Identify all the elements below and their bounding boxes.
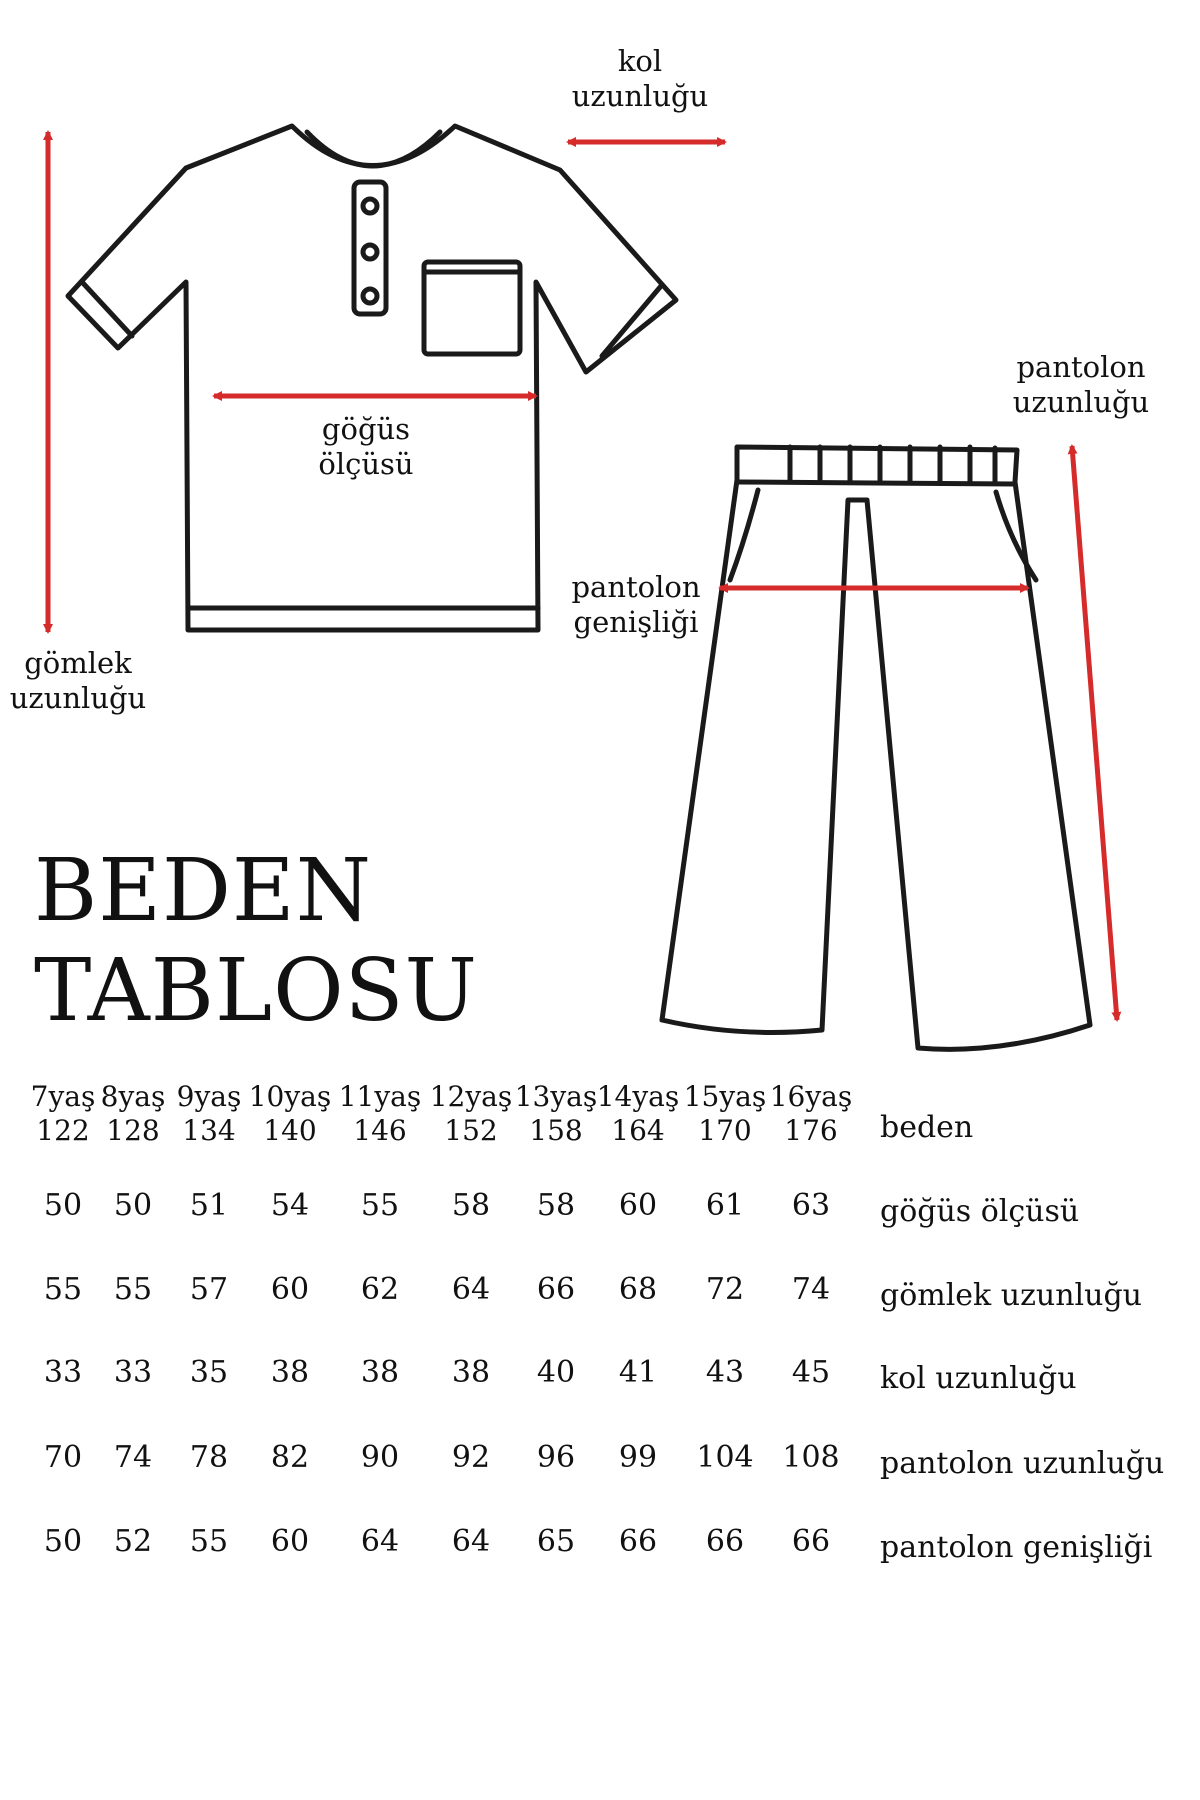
table-cell: 66 [536, 1272, 576, 1307]
table-cell: 64 [451, 1524, 491, 1559]
shirt-button [363, 289, 377, 303]
size-age: 8yaş [100, 1080, 166, 1113]
size-height: 158 [529, 1113, 583, 1147]
size-height: 128 [106, 1113, 160, 1147]
size-age: 16yaş [769, 1080, 853, 1113]
table-cell: 96 [536, 1440, 576, 1475]
table-cell: 45 [791, 1355, 831, 1390]
pants-waistband-bottom [737, 482, 1015, 484]
table-cell: 54 [270, 1188, 310, 1223]
size-column-header [680, 1080, 770, 1147]
size-height: 152 [444, 1113, 498, 1147]
size-column-header [766, 1080, 856, 1147]
size-age: 15yaş [683, 1080, 767, 1113]
table-cell: 38 [270, 1355, 310, 1390]
size-height: 134 [182, 1113, 236, 1147]
table-cell: 57 [189, 1272, 229, 1307]
table-cell: 72 [705, 1272, 745, 1307]
table-cell: 104 [696, 1440, 754, 1475]
size-age: 9yaş [176, 1080, 242, 1113]
row-label: göğüs ölçüsü [880, 1194, 1080, 1229]
table-cell: 52 [113, 1524, 153, 1559]
shirt-length-label: gömlek uzunluğu [9, 646, 147, 715]
size-height: 146 [353, 1113, 407, 1147]
table-cell: 38 [451, 1355, 491, 1390]
size-age: 7yaş [30, 1080, 96, 1113]
size-age: 12yaş [429, 1080, 513, 1113]
table-cell: 55 [189, 1524, 229, 1559]
size-column-header [335, 1080, 425, 1147]
table-cell: 33 [113, 1355, 153, 1390]
row-label: pantolon genişliği [880, 1530, 1153, 1565]
shirt-button [363, 245, 377, 259]
size-height: 164 [611, 1113, 665, 1147]
shirt-collar-inner [307, 132, 440, 166]
table-cell: 58 [536, 1188, 576, 1223]
table-cell: 35 [189, 1355, 229, 1390]
shirt-pocket [424, 262, 520, 354]
table-cell: 50 [43, 1524, 83, 1559]
table-cell: 38 [360, 1355, 400, 1390]
shirt-illustration [68, 126, 676, 630]
table-cell: 74 [791, 1272, 831, 1307]
table-cell: 82 [270, 1440, 310, 1475]
size-column-header [245, 1080, 335, 1147]
table-cell: 78 [189, 1440, 229, 1475]
table-cell: 55 [113, 1272, 153, 1307]
size-column-header [164, 1080, 254, 1147]
table-cell: 66 [705, 1524, 745, 1559]
table-cell: 90 [360, 1440, 400, 1475]
size-age: 14yaş [596, 1080, 680, 1113]
title-line-1: BEDEN [34, 841, 372, 941]
row-label: gömlek uzunluğu [880, 1278, 1142, 1313]
pants-width-label: pantolon genişliği [571, 570, 701, 639]
title-line-2: TABLOSU [34, 940, 478, 1041]
size-height: 122 [36, 1113, 90, 1147]
table-cell: 92 [451, 1440, 491, 1475]
table-cell: 58 [451, 1188, 491, 1223]
size-column-header [426, 1080, 516, 1147]
size-age: 13yaş [514, 1080, 598, 1113]
size-height: 170 [698, 1113, 752, 1147]
table-cell: 63 [791, 1188, 831, 1223]
table-cell: 68 [618, 1272, 658, 1307]
table-cell: 50 [43, 1188, 83, 1223]
table-cell: 43 [705, 1355, 745, 1390]
table-cell: 62 [360, 1272, 400, 1307]
table-cell: 74 [113, 1440, 153, 1475]
sleeve-length-label: kol uzunluğu [571, 44, 709, 113]
table-cell: 66 [791, 1524, 831, 1559]
table-cell: 55 [43, 1272, 83, 1307]
size-age: 10yaş [248, 1080, 332, 1113]
table-cell: 60 [270, 1524, 310, 1559]
pants-illustration [662, 447, 1090, 1049]
pants-length-label: pantolon uzunluğu [1012, 350, 1150, 419]
pants-drawstring [790, 447, 995, 483]
row-label: kol uzunluğu [880, 1361, 1077, 1396]
table-cell: 70 [43, 1440, 83, 1475]
size-height: 140 [263, 1113, 317, 1147]
table-cell: 66 [618, 1524, 658, 1559]
table-cell: 60 [270, 1272, 310, 1307]
size-column-header [593, 1080, 683, 1147]
table-cell: 99 [618, 1440, 658, 1475]
table-cell: 64 [451, 1272, 491, 1307]
size-height: 176 [784, 1113, 838, 1147]
table-cell: 51 [189, 1188, 229, 1223]
size-chart-title [34, 842, 478, 1042]
pants-outline [662, 447, 1090, 1049]
shirt-sleeve-band-left [82, 282, 132, 336]
table-cell: 41 [618, 1355, 658, 1390]
table-cell: 64 [360, 1524, 400, 1559]
table-cell: 50 [113, 1188, 153, 1223]
table-cell: 33 [43, 1355, 83, 1390]
table-cell: 55 [360, 1188, 400, 1223]
header-row-label: beden [880, 1110, 974, 1145]
size-age: 11yaş [338, 1080, 422, 1113]
table-cell: 60 [618, 1188, 658, 1223]
table-cell: 108 [782, 1440, 840, 1475]
chest-label: göğüs ölçüsü [318, 412, 414, 481]
table-cell: 40 [536, 1355, 576, 1390]
shirt-placket [354, 182, 386, 314]
shirt-button [363, 199, 377, 213]
table-cell: 65 [536, 1524, 576, 1559]
row-label: pantolon uzunluğu [880, 1446, 1165, 1481]
table-cell: 61 [705, 1188, 745, 1223]
size-column-header [511, 1080, 601, 1147]
